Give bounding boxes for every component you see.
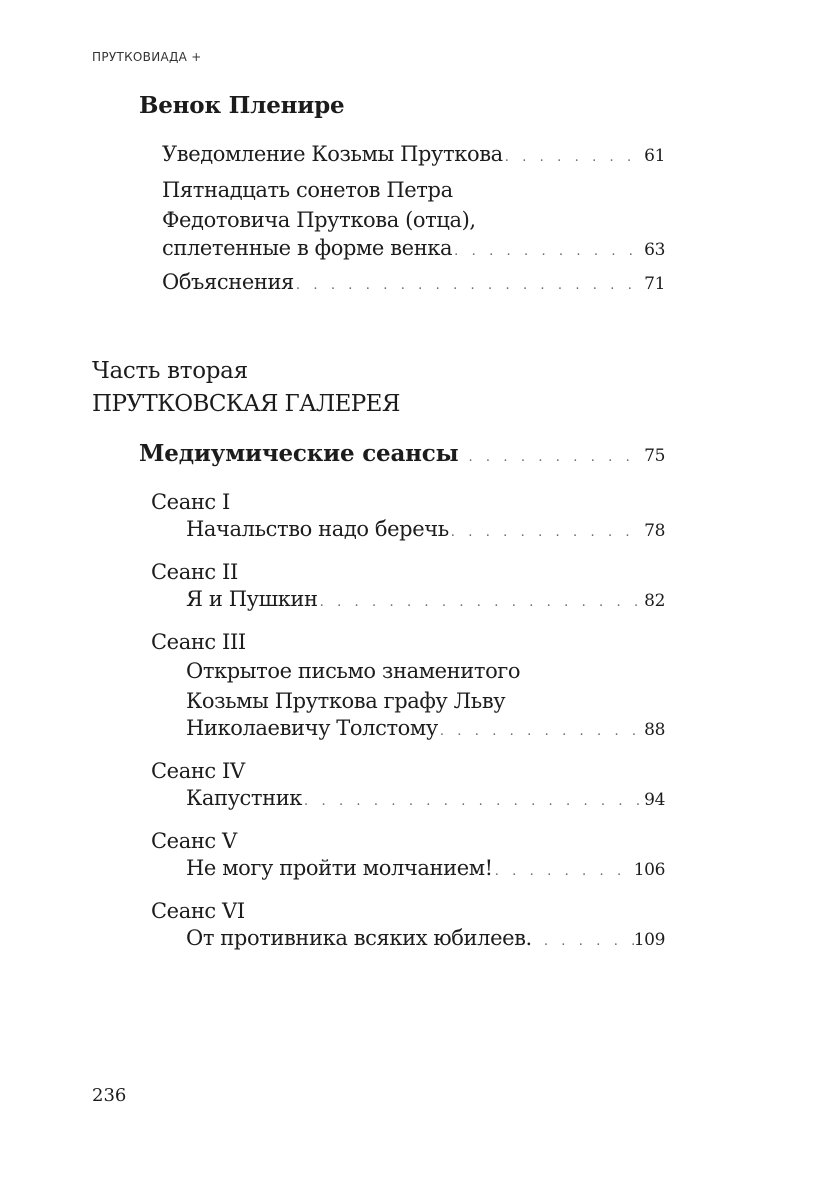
toc-entry-sonnets-line1: Пятнадцать сонетов Петра <box>162 178 453 202</box>
toc-entry-seance-1[interactable] <box>186 517 665 541</box>
toc-entry-title: Николаевичу Толстому <box>186 716 438 740</box>
toc-entry-letter-line1: Открытое письмо знаменитого <box>186 659 521 683</box>
toc-entry-seance-4[interactable] <box>186 786 665 810</box>
toc-page-number: 71 <box>644 274 665 294</box>
section-title-seances: Медиумические сеансы <box>139 440 459 467</box>
toc-page-number: 88 <box>644 720 665 740</box>
seance-label: Сеанс II <box>151 560 238 584</box>
leader-dots <box>296 278 639 293</box>
toc-page-number: 106 <box>633 860 665 880</box>
leader-dots <box>451 525 639 540</box>
toc-entry-explanations[interactable] <box>162 270 665 294</box>
toc-entry-seance-5[interactable] <box>186 856 665 880</box>
leader-dots <box>505 150 639 165</box>
seance-label: Сеанс III <box>151 630 246 654</box>
toc-entry-sonnets-line2: Федотовича Пруткова (отца), <box>162 208 476 232</box>
seance-label: Сеанс V <box>151 829 237 853</box>
toc-page-number: 94 <box>644 790 665 810</box>
toc-entry-title: Уведомление Козьмы Пруткова <box>162 142 503 166</box>
toc-entry-title: Капустник <box>186 786 303 810</box>
toc-entry-title: Объяснения <box>162 270 294 294</box>
part-label: Часть вторая <box>92 358 248 384</box>
toc-page-number: 75 <box>644 446 665 466</box>
toc-page-number: 61 <box>644 146 665 166</box>
toc-page-number: 63 <box>644 240 665 260</box>
leader-dots <box>495 864 634 879</box>
toc-entry-seance-6[interactable] <box>186 926 665 950</box>
toc-entry-mediumistic-seances[interactable] <box>139 440 665 467</box>
toc-entry-title: Начальство надо беречь <box>186 517 449 541</box>
toc-entry-seance-3[interactable] <box>186 716 665 740</box>
seance-label: Сеанс VI <box>151 899 245 923</box>
page-number: 236 <box>92 1085 127 1106</box>
leader-dots <box>304 794 639 809</box>
toc-page-number: 78 <box>644 521 665 541</box>
leader-dots <box>320 595 639 610</box>
leader-dots <box>544 934 634 949</box>
toc-entry-title: сплетенные в форме венка <box>162 236 453 260</box>
seance-label: Сеанс I <box>151 490 230 514</box>
leader-dots <box>468 450 639 465</box>
toc-entry-sonnets[interactable] <box>162 236 665 260</box>
toc-page-number: 109 <box>633 930 665 950</box>
toc-entry-letter-line2: Козьмы Пруткова графу Льву <box>186 689 506 713</box>
toc-entry-title: Я и Пушкин <box>186 587 318 611</box>
toc-entry-seance-2[interactable] <box>186 587 665 611</box>
toc-entry-title: От противника всяких юбилеев. <box>186 926 532 950</box>
running-head: ПРУТКОВИАДА + <box>92 50 202 64</box>
leader-dots <box>440 724 639 739</box>
seance-label: Сеанс IV <box>151 759 245 783</box>
toc-entry-notice[interactable] <box>162 142 665 166</box>
leader-dots <box>454 244 639 259</box>
section-title-venok: Венок Пленире <box>139 92 345 119</box>
toc-page-number: 82 <box>644 591 665 611</box>
part-title: ПРУТКОВСКАЯ ГАЛЕРЕЯ <box>92 391 400 417</box>
toc-entry-title: Не могу пройти молчанием! <box>186 856 493 880</box>
